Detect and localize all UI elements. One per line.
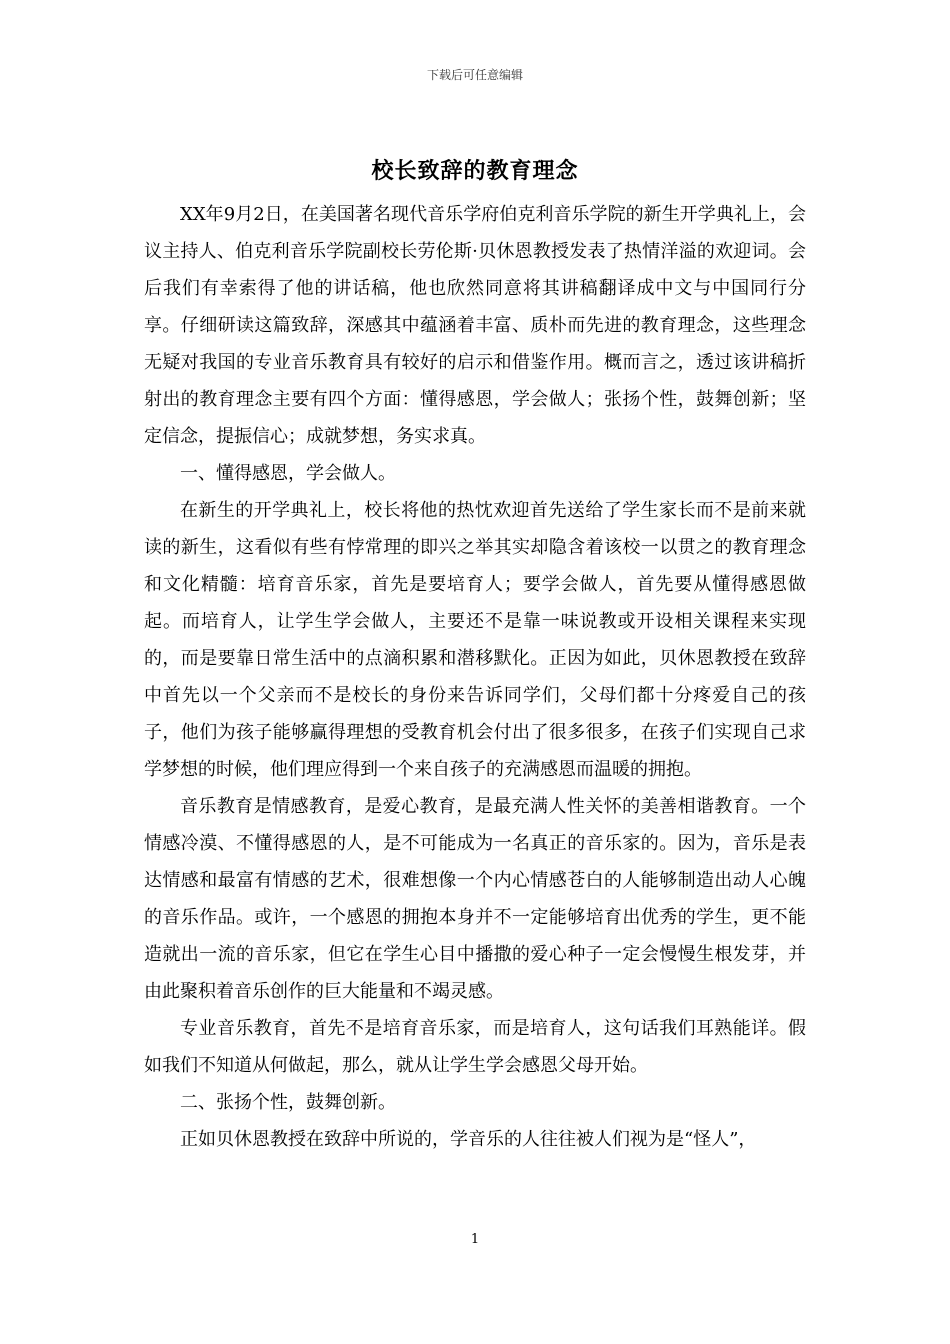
- section-heading-1: 一、懂得感恩，学会做人。: [180, 463, 396, 484]
- paragraph: 专业音乐教育，首先不是培育音乐家，而是培育人，这句话我们耳熟能详。假如我们不知道从何做起，那么，就从让学生学会感恩父母开始。: [144, 1018, 806, 1076]
- document-title: 校长致辞的教育理念: [371, 159, 579, 184]
- page-number: 1: [470, 1232, 480, 1247]
- page-header: 下载后可任意编辑: [426, 68, 523, 82]
- paragraph: 音乐教育是情感教育，是爱心教育，是最充满人性关怀的美善相谐教育。一个情感冷漠、不懂得感恩的人，是不可能成为一名真正的音乐家的。因为，音乐是表达情感和最富有情感的艺术，很难想像一个内心情感苍白的人能够制造出动人心魄的音乐作品。或许，一个感恩的拥抱本身并不一定能够培育出优秀的学生，更不能造就出一流的音乐家，但它在学生心目中播撒的爱心种子一定会慢慢生根发芽，并由此聚积着音乐创作的巨大能量和不竭灵感。: [144, 796, 806, 1002]
- paragraph: 在新生的开学典礼上，校长将他的热忱欢迎首先送给了学生家长而不是前来就读的新生，这看似有些有悖常理的即兴之举其实却隐含着该校一以贯之的教育理念和文化精髓：培育音乐家，首先是要培育人；要学会做人，首先要从懂得感恩做起。而培育人，让学生学会做人，主要还不是靠一味说教或开设相关课程来实现的，而是要靠日常生活中的点滴积累和潜移默化。正因为如此，贝休恩教授在致辞中首先以一个父亲而不是校长的身份来告诉同学们，父母们都十分疼爱自己的孩子，他们为孩子能够赢得理想的受教育机会付出了很多很多，在孩子们实现自己求学梦想的时候，他们理应得到一个来自孩子的充满感恩而温暖的拥抱。: [144, 500, 806, 780]
- section-heading-2: 二、张扬个性，鼓舞创新。: [180, 1092, 396, 1113]
- paragraph: 正如贝休恩教授在致辞中所说的，学音乐的人往往被人们视为是“怪人”，: [180, 1129, 757, 1150]
- document-body: [144, 196, 806, 1158]
- paragraph-intro: XX年9月2日，在美国著名现代音乐学府伯克利音乐学院的新生开学典礼上，会议主持人、伯克利音乐学院副校长劳伦斯·贝休恩教授发表了热情洋溢的欢迎词。会后我们有幸索得了他的讲话稿，他也欣然同意将其讲稿翻译成中文与中国同行分享。仔细研读这篇致辞，深感其中蕴涵着丰富、质朴而先进的教育理念，这些理念无疑对我国的专业音乐教育具有较好的启示和借鉴作用。概而言之，透过该讲稿折射出的教育理念主要有四个方面：懂得感恩，学会做人；张扬个性，鼓舞创新；坚定信念，提振信心；成就梦想，务实求真。: [144, 204, 806, 447]
